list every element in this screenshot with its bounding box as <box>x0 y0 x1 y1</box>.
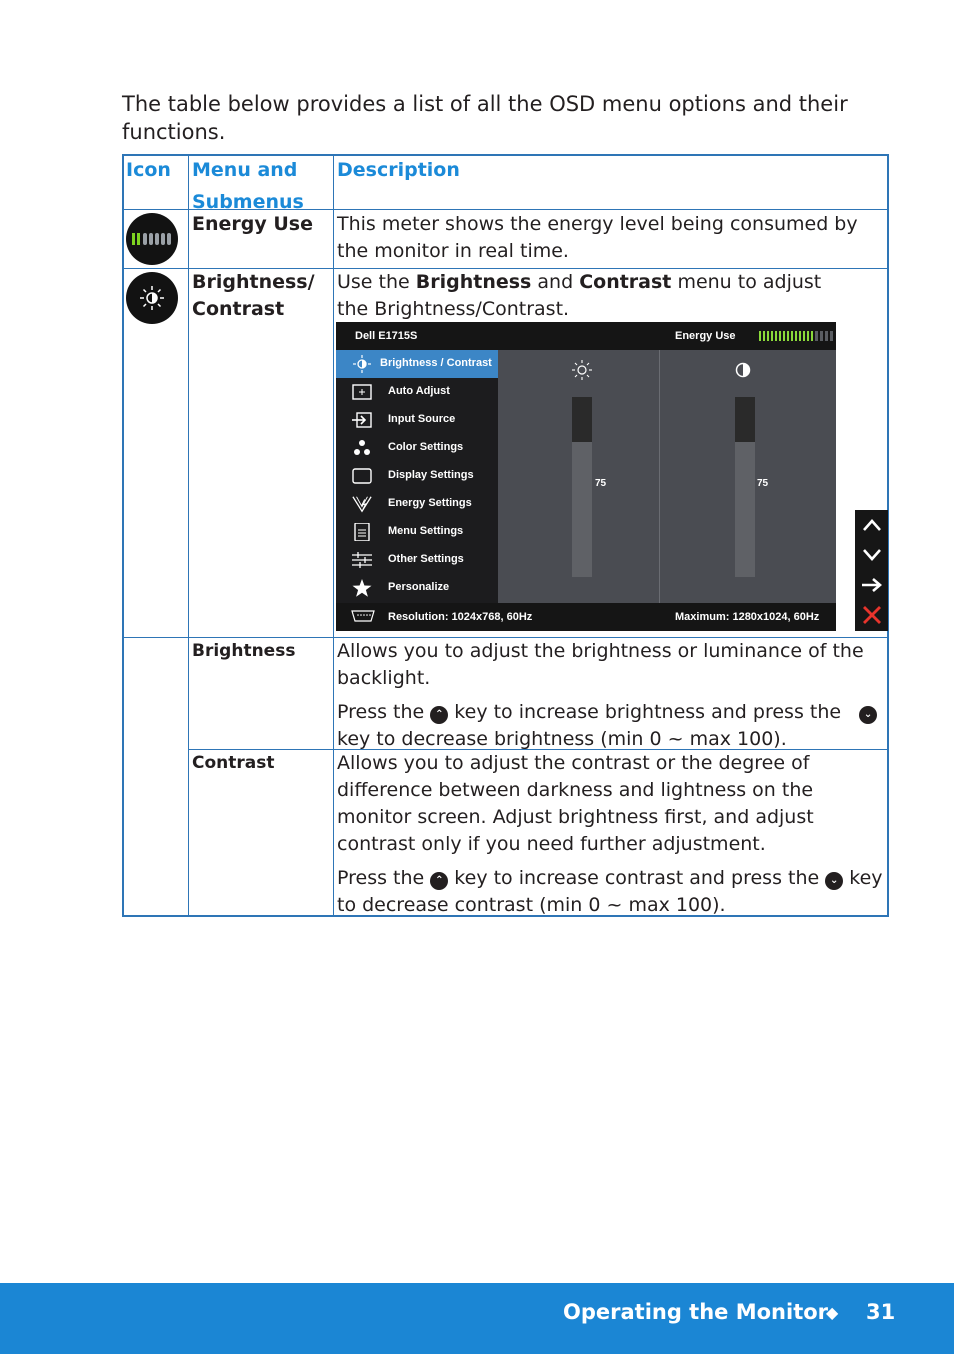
submenu-brightness: Brightness <box>192 641 296 661</box>
osd-menu-label: Personalize <box>388 581 450 593</box>
down-arrow-icon[interactable] <box>862 547 882 563</box>
osd-menu-item-input-source[interactable] <box>336 406 498 434</box>
osd-menu-label: Display Settings <box>388 469 474 481</box>
brightness-contrast-icon <box>126 272 178 324</box>
osd-menu-item-personalize[interactable] <box>336 574 498 602</box>
auto-adjust-icon <box>352 383 372 401</box>
brightness-sun-icon <box>572 360 592 380</box>
up-arrow-icon[interactable] <box>862 517 882 533</box>
menu-settings-icon <box>352 523 372 541</box>
header-description: Description <box>337 159 460 181</box>
osd-menu-item-energy-settings[interactable] <box>336 490 498 518</box>
contrast-description-p2 <box>337 865 885 919</box>
brightness-contrast-icon <box>350 355 374 373</box>
desc-text: key to increase contrast and press the <box>448 867 826 889</box>
down-key-icon: ⌄ <box>825 872 843 890</box>
osd-menu-item-other-settings[interactable] <box>336 546 498 574</box>
osd-menu-item-color-settings[interactable] <box>336 434 498 462</box>
osd-menu-item-auto-adjust[interactable] <box>336 378 498 406</box>
contrast-slider[interactable] <box>735 397 755 577</box>
osd-menu-item-display-settings[interactable] <box>336 462 498 490</box>
osd-resolution: Resolution: 1024x768, 60Hz <box>388 611 533 623</box>
osd-menu-label: Other Settings <box>388 553 464 565</box>
osd-nav-buttons <box>855 510 888 631</box>
desc-text: key to increase brightness and press the <box>448 701 848 723</box>
osd-menu-label: Color Settings <box>388 441 464 453</box>
desc-brightness-bold: Brightness <box>415 271 532 293</box>
input-source-icon <box>352 411 372 429</box>
brightness-slider[interactable] <box>572 397 592 577</box>
energy-settings-icon <box>352 495 372 513</box>
osd-panel-divider <box>659 350 660 603</box>
desc-text: key to decrease contrast (min 0 ~ max 100). <box>337 867 883 916</box>
osd-model-name: Dell E1715S <box>355 330 418 342</box>
desc-text: key to decrease brightness (min 0 ~ max 100). <box>337 728 787 750</box>
osd-menu-label: Menu Settings <box>388 525 464 537</box>
intro-text: The table below provides a list of all the OSD menu options and their functions. <box>122 92 848 144</box>
display-settings-icon <box>352 467 372 485</box>
brightness-slider-fill <box>572 442 592 577</box>
energy-meter-icon <box>126 213 178 265</box>
footer-diamond-icon: ◆ <box>826 1303 839 1322</box>
desc-text: Use the <box>337 271 416 293</box>
contrast-icon <box>735 362 751 378</box>
osd-menu-label: Energy Settings <box>388 497 472 509</box>
menu-energy-use: Energy Use <box>192 213 313 235</box>
up-key-icon: ⌃ <box>430 706 448 724</box>
osd-menu-item-menu-settings[interactable] <box>336 518 498 546</box>
osd-energy-label: Energy Use <box>675 330 736 342</box>
brightness-value: 75 <box>595 478 607 489</box>
contrast-description-p1: Allows you to adjust the contrast or the degree of difference between darkness and lightness on the monitor screen. Adjust brightness first, and adjust contrast only if you need further adjustment. <box>337 752 814 855</box>
osd-status-bar <box>336 603 836 631</box>
contrast-value: 75 <box>757 478 769 489</box>
menu-brightness-contrast: Brightness/ Contrast <box>192 271 315 320</box>
down-key-icon: ⌄ <box>859 706 877 724</box>
osd-title-bar <box>336 322 836 350</box>
page-footer <box>0 1283 954 1354</box>
brightness-description-p2 <box>337 699 885 753</box>
osd-menu-label: Auto Adjust <box>388 385 450 397</box>
osd-maximum-resolution: Maximum: 1280x1024, 60Hz <box>675 611 820 623</box>
desc-text: Press the <box>337 701 431 723</box>
right-arrow-icon[interactable] <box>861 577 883 593</box>
osd-menu-item-brightness-contrast[interactable] <box>336 350 498 378</box>
submenu-contrast: Contrast <box>192 753 275 773</box>
color-settings-icon <box>352 439 372 457</box>
star-icon <box>352 579 372 597</box>
brightness-contrast-description <box>337 269 857 323</box>
desc-text: Press the <box>337 867 431 889</box>
header-icon: Icon <box>126 159 171 181</box>
footer-page-number: 31 <box>866 1300 896 1324</box>
osd-menu-label: Brightness / Contrast <box>380 357 492 369</box>
desc-contrast-bold: Contrast <box>579 271 672 293</box>
header-menu: Menu and Submenus <box>192 159 304 213</box>
contrast-slider-fill <box>735 442 755 577</box>
close-icon[interactable] <box>862 606 882 624</box>
other-settings-icon <box>352 551 372 569</box>
osd-menu-list <box>336 350 498 603</box>
footer-section-title: Operating the Monitor <box>563 1300 829 1324</box>
osd-menu-label: Input Source <box>388 413 456 425</box>
brightness-description-p1: Allows you to adjust the brightness or luminance of the backlight. <box>337 640 864 689</box>
energy-description: This meter shows the energy level being consumed by the monitor in real time. <box>337 213 858 262</box>
osd-energy-meter <box>759 331 835 342</box>
up-key-icon: ⌃ <box>430 872 448 890</box>
osd-menu-screenshot <box>336 322 836 631</box>
desc-text: menu to adjust the Brightness/Contrast. <box>337 271 822 320</box>
vga-connector-icon <box>351 610 375 622</box>
desc-text: and <box>531 271 580 293</box>
